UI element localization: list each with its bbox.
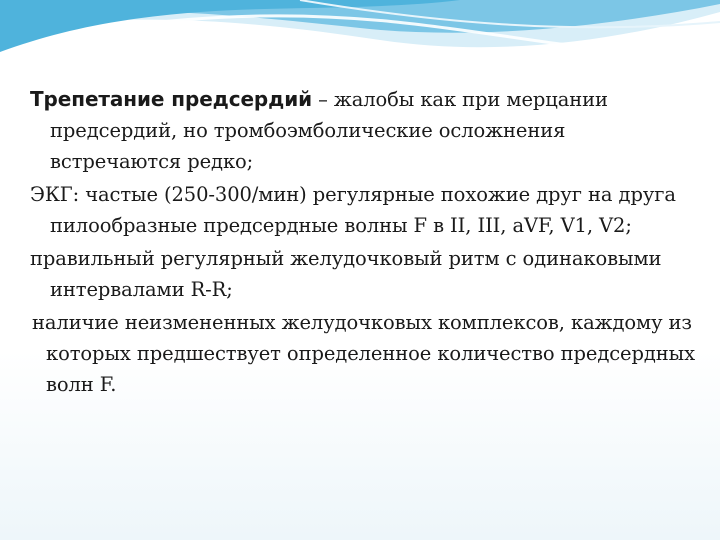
header-wave-decoration xyxy=(0,0,720,90)
paragraph-qrs-complexes xyxy=(30,307,700,400)
term-atrial-flutter: Трепетание предсердий xyxy=(30,87,313,111)
paragraph-rr-intervals xyxy=(30,243,700,305)
paragraph-text: ЭКГ: частые (250-300/мин) регулярные похожие друг на друга пилообразные предсердные волны F в II, III, aVF, V1, V2; xyxy=(30,183,676,237)
paragraph-text: – жалобы как при мерцании предсердий, но тромбоэмболические осложнения встречаются редко; xyxy=(50,88,608,173)
paragraph-flutter-complaints xyxy=(30,84,700,177)
slide-body xyxy=(30,84,700,402)
paragraph-text: правильный регулярный желудочковый ритм с одинаковыми интервалами R-R; xyxy=(30,247,662,301)
paragraph-text: наличие неизмененных желудочковых комплексов, каждому из которых предшествует определенное количество предсердных волн F. xyxy=(32,311,696,396)
paragraph-ecg-waves xyxy=(30,179,700,241)
